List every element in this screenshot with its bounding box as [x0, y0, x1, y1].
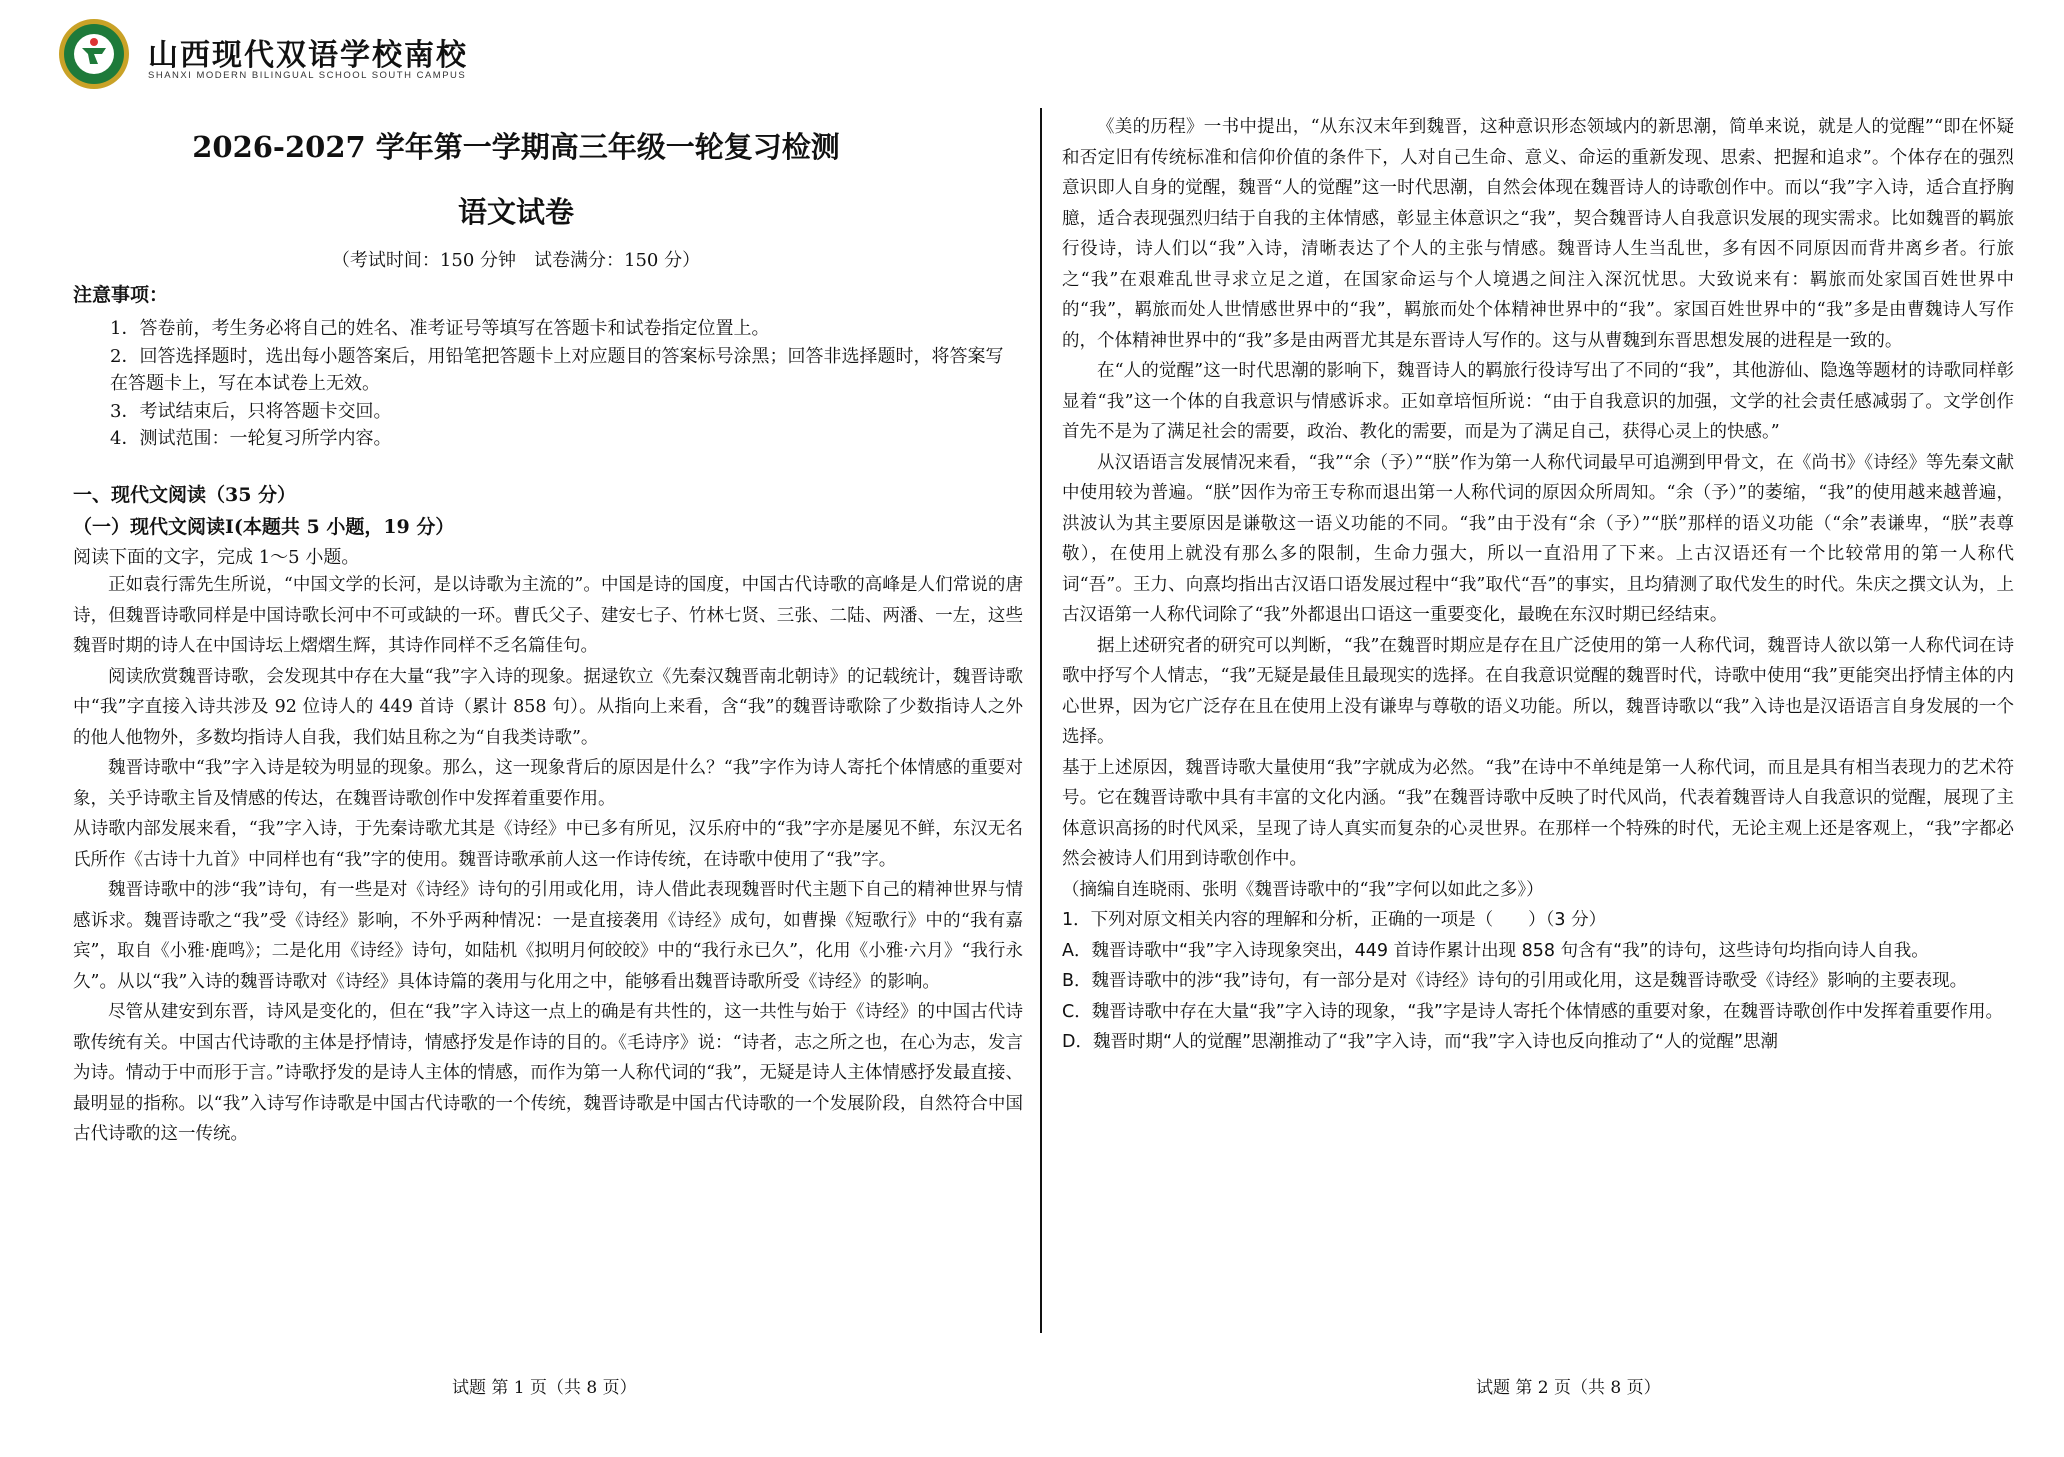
article-paragraph: 基于上述原因，魏晋诗歌大量使用“我”字就成为必然。“我”在诗中不单纯是第一人称代词，而且是具有相当表现力的艺术符号。它在魏晋诗歌中具有丰富的文化内涵。“我”在魏晋诗歌中反映了时代风尚，代表着魏晋诗人自我意识的觉醒，展现了主体意识高扬的时代风采，呈现了诗人真实而复杂的心灵世界。在那样一个特殊的时代，无论主观上还是客观上，“我”字都必然会被诗人们用到诗歌创作中。 — [1062, 757, 2014, 869]
right-article-body — [1062, 112, 2014, 1058]
article-paragraph: 魏晋诗歌中的涉“我”诗句，有一些是对《诗经》诗句的引用或化用，诗人借此表现魏晋时代主题下自己的精神世界与情感诉求。魏晋诗歌之“我”受《诗经》影响，不外乎两种情况：一是直接袭用《诗经》成句，如曹操《短歌行》中的“我有嘉宾”，取自《小雅·鹿鸣》；二是化用《诗经》诗句，如陆机《拟明月何皎皎》中的“我行永已久”，化用《小雅·六月》“我行永久”。从以“我”入诗的魏晋诗歌对《诗经》具体诗篇的袭用与化用之中，能够看出魏晋诗歌所受《诗经》的影响。 — [73, 880, 1023, 992]
notice-item: 2．回答选择题时，选出每小题答案后，用铅笔把答题卡上对应题目的答案标号涂黑；回答非选择题时，将答案写在答题卡上，写在本试卷上无效。 — [110, 345, 1004, 394]
notice-item: 1．答卷前，考生务必将自己的姓名、准考证号等填写在答题卡和试卷指定位置上。 — [110, 318, 770, 339]
notice-list — [110, 315, 1020, 453]
article-paragraph: 从汉语语言发展情况来看，“我”“余（予）”“朕”作为第一人称代词最早可追溯到甲骨文，在《尚书》《诗经》等先秦文献中使用较为普遍。“朕”因作为帝王专称而退出第一人称代词的原因众所周知。“余（予）”的萎缩，“我”的使用越来越普遍，洪波认为其主要原因是谦敬这一语义功能的不同。“我”由于没有“余（予）”“朕”那样的语义功能（“余”表谦卑，“朕”表尊敬），在使用上就没有那么多的限制，生命力强大，所以一直沿用了下来。上古汉语还有一个比较常用的第一人称代词“吾”。王力、向熹均指出古汉语口语发展过程中“我”取代“吾”的事实，且均猜测了取代发生的时代。朱庆之撰文认为，上古汉语第一人称代词除了“我”外都退出口语这一重要变化，最晚在东汉时期已经结束。 — [1062, 452, 2014, 625]
exam-title: 2026-2027 学年第一学期高三年级一轮复习检测 — [192, 130, 840, 164]
article-paragraph: 尽管从建安到东晋，诗风是变化的，但在“我”字入诗这一点上的确是有共性的，这一共性与始于《诗经》的中国古代诗歌传统有关。中国古代诗歌的主体是抒情诗，情感抒发是作诗的目的。《毛诗序》说：“诗者，志之所之也，在心为志，发言为诗。情动于中而形于言。”诗歌抒发的是诗人主体的情感，而作为第一人称代词的“我”，无疑是诗人主体情感抒发最直接、最明显的指称。以“我”入诗写作诗歌是中国古代诗歌的一个传统，魏晋诗歌是中国古代诗歌的一个发展阶段，自然符合中国古代诗歌的这一传统。 — [73, 1002, 1023, 1144]
article-paragraph: 正如袁行霈先生所说，“中国文学的长河，是以诗歌为主流的”。中国是诗的国度，中国古代诗歌的高峰是人们常说的唐诗，但魏晋诗歌同样是中国诗歌长河中不可或缺的一环。曹氏父子、建安七子、竹林七贤、三张、二陆、两潘、一左，这些魏晋时期的诗人在中国诗坛上熠熠生辉，其诗作同样不乏名篇佳句。 — [73, 575, 1023, 656]
article-paragraph: 据上述研究者的研究可以判断，“我”在魏晋时期应是存在且广泛使用的第一人称代词，魏晋诗人欲以第一人称代词在诗歌中抒写个人情志，“我”无疑是最佳且最现实的选择。在自我意识觉醒的魏晋时代，诗歌中使用“我”更能突出抒情主体的内心世界，因为它广泛存在且在使用上没有谦卑与尊敬的语义功能。所以，魏晋诗歌以“我”入诗也是汉语语言自身发展的一个选择。 — [1062, 635, 2014, 747]
article-paragraph: 阅读欣赏魏晋诗歌，会发现其中存在大量“我”字入诗的现象。据逯钦立《先秦汉魏晋南北朝诗》的记载统计，魏晋诗歌中“我”字直接入诗共涉及 92 位诗人的 449 首诗（累计 858 句）。从指向上来看，含“我”的魏晋诗歌除了少数指诗人之外的他人他物外，多数均指诗人自我，我们姑且称之为“自我类诗歌”。 — [73, 666, 1023, 748]
section-heading: 一、现代文阅读（35 分） — [73, 484, 297, 506]
article-paragraph: 魏晋诗歌中“我”字入诗是较为明显的现象。那么，这一现象背后的原因是什么？“我”字作为诗人寄托个体情感的重要对象，关乎诗歌主旨及情感的传达，在魏晋诗歌创作中发挥着重要作用。 — [73, 758, 1023, 809]
exam-subject: 语文试卷 — [457, 195, 574, 229]
question-option-a: A．魏晋诗歌中“我”字入诗现象突出，449 首诗作累计出现 858 句含有“我”的诗句，这些诗句均指向诗人自我。 — [1062, 940, 1929, 961]
school-name-english: SHANXI MODERN BILINGUAL SCHOOL SOUTH CAMPUS — [148, 70, 467, 81]
question-option-d: D．魏晋时期“人的觉醒”思潮推动了“我”字入诗，而“我”字入诗也反向推动了“人的觉醒”思潮 — [1062, 1032, 1779, 1052]
school-emblem-icon — [58, 18, 130, 90]
notice-heading: 注意事项： — [73, 284, 169, 306]
notice-item: 3．考试结束后，只将答题卡交回。 — [110, 400, 392, 422]
school-name-chinese: 山西现代双语学校南校 — [148, 38, 468, 73]
exam-info: （考试时间：150 分钟 试卷满分：150 分） — [331, 250, 701, 271]
article-paragraph: 在“人的觉醒”这一时代思潮的影响下，魏晋诗人的羁旅行役诗写出了不同的“我”，其他游仙、隐逸等题材的诗歌同样彰显着“我”这一个体的自我意识与情感诉求。正如章培恒所说：“由于自我意识的加强，文学的社会责任感减弱了。文学创作首先不是为了满足社会的需要，政治、教化的需要，而是为了满足自己，获得心灵上的快感。” — [1062, 361, 2014, 442]
subsection-heading: （一）现代文阅读Ⅰ(本题共 5 小题，19 分） — [73, 516, 455, 538]
page-footer-right: 试题 第 2 页（共 8 页） — [1476, 1378, 1661, 1398]
page-footer-left: 试题 第 1 页（共 8 页） — [452, 1378, 637, 1398]
article-paragraph: 从诗歌内部发展来看，“我”字入诗，于先秦诗歌尤其是《诗经》中已多有所见，汉乐府中的“我”字亦是屡见不鲜，东汉无名氏所作《古诗十九首》中同样也有“我”字的使用。魏晋诗歌承前人这一作诗传统，在诗歌中使用了“我”字。 — [73, 819, 1023, 870]
left-article-body — [73, 570, 1023, 1150]
question-stem: 1．下列对原文相关内容的理解和分析，正确的一项是（ ）（3 分） — [1062, 910, 1607, 930]
article-source: （摘编自连晓雨、张明《魏晋诗歌中的“我”字何以如此之多》） — [1062, 879, 1544, 900]
notice-item: 4．测试范围：一轮复习所学内容。 — [110, 428, 392, 449]
question-option-b: B．魏晋诗歌中的涉“我”诗句，有一部分是对《诗经》诗句的引用或化用，这是魏晋诗歌受《诗经》影响的主要表现。 — [1062, 971, 1968, 991]
section-intro: 阅读下面的文字，完成 1～5 小题。 — [73, 547, 360, 568]
article-paragraph: 《美的历程》一书中提出，“从东汉末年到魏晋，这种意识形态领域内的新思潮，简单来说，就是人的觉醒”“即在怀疑和否定旧有传统标准和信仰价值的条件下，人对自己生命、意义、命运的重新发现、思索、把握和追求”。个体存在的强烈意识即人自身的觉醒，魏晋“人的觉醒”这一时代思潮，自然会体现在魏晋诗人的诗歌创作中。而以“我”字入诗，适合直抒胸臆，适合表现强烈归结于自我的主体情感，彰显主体意识之“我”，契合魏晋诗人自我意识发展的现实需求。比如魏晋的羁旅行役诗，诗人们以“我”入诗，清晰表达了个人的主张与情感。魏晋诗人生当乱世，多有因不同原因而背井离乡者。行旅之“我”在艰难乱世寻求立足之道，在国家命运与个人境遇之间注入深沉忧思。大致说来有：羁旅而处家国百姓世界中的“我”，羁旅而处人世情感世界中的“我”，羁旅而处个体精神世界中的“我”。家国百姓世界中的“我”多是由曹魏诗人写作的，个体精神世界中的“我”多是由两晋尤其是东晋诗人写作的。这与从曹魏到东晋思想发展的进程是一致的。 — [1062, 117, 2014, 351]
question-1 — [1062, 905, 2014, 1058]
question-option-c: C．魏晋诗歌中存在大量“我”字入诗的现象，“我”字是诗人寄托个体情感的重要对象，在魏晋诗歌创作中发挥着重要作用。 — [1062, 1001, 2003, 1022]
